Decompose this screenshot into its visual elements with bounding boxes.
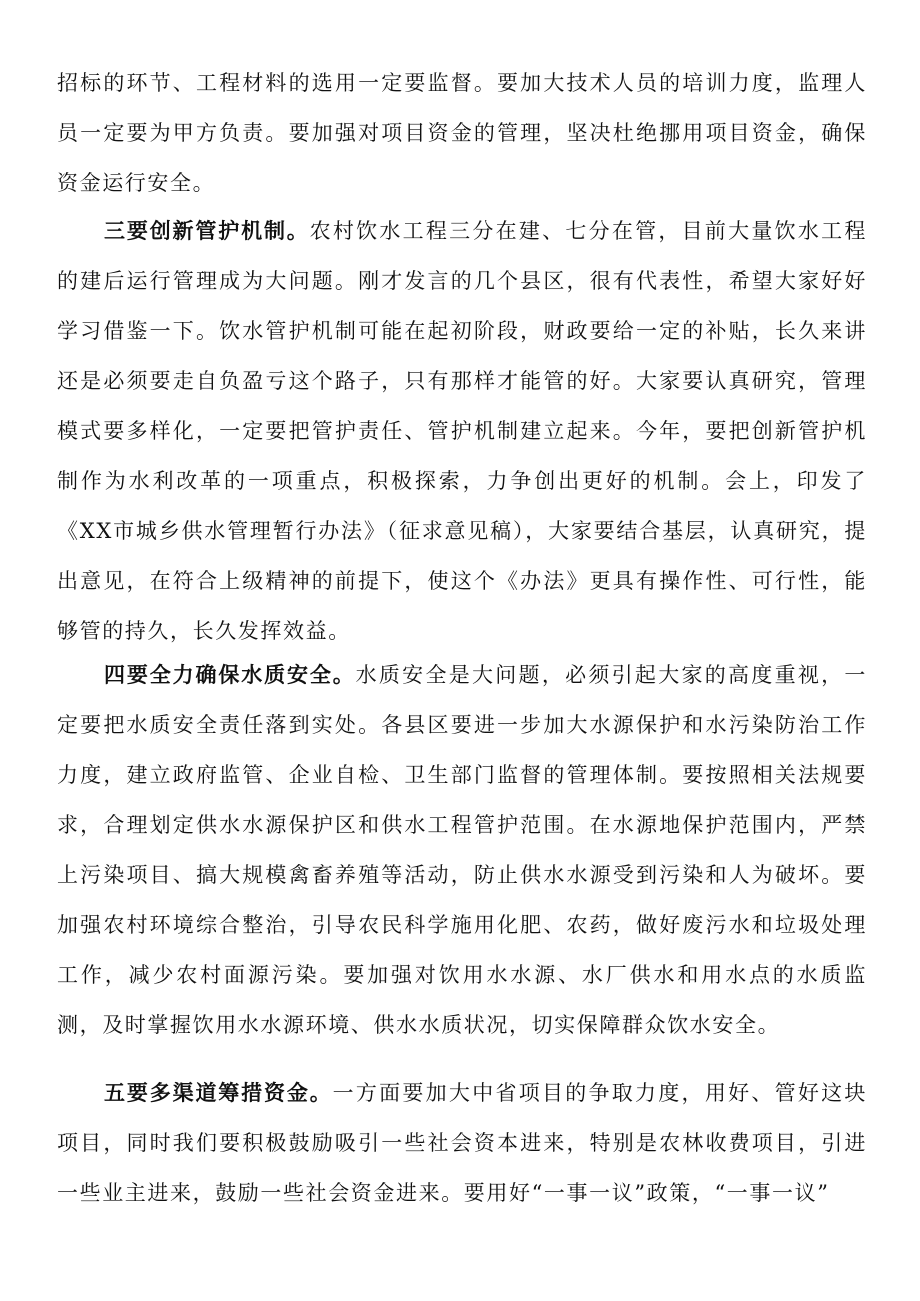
paragraph-body: 水质安全是大问题，必须引起大家的高度重视，一定要把水质安全责任落到实处。各县区要进一步加大水源保护和水污染防治工作力度，建立政府监管、企业自检、卫生部门监督的管理体制。要按照相关法规要求，合理划定供水水源保护区和供水工程管护范围。在水源地保护范围内，严禁上污染项目、搞大规模禽畜养殖等活动，防止供水水源受到污染和人为破坏。要加强农村环境综合整治，引导农民科学施用化肥、农药，做好废污水和垃圾处理工作，减少农村面源污染。要加强对饮用水水源、水厂供水和用水点的水质监测，及时掌握饮用水水源环境、供水水质状况，切实保障群众饮水安全。 <box>57 663 867 1037</box>
paragraph-heading: 四要全力确保水质安全。 <box>104 663 356 687</box>
paragraph-heading: 三要创新管护机制。 <box>104 219 310 243</box>
paragraph-heading: 五要多渠道筹措资金。 <box>104 1081 333 1105</box>
paragraph-body: 一方面要加大中省项目的争取力度，用好、管好这块项目，同时我们要积极鼓励吸引一些社会资本进来，特别是农林收费项目，引进一些业主进来，鼓励一些社会资金进来。要用好“一事一议”政策，“一事一议” <box>57 1081 867 1205</box>
paragraph-management-mechanism <box>57 206 867 656</box>
paragraph-funding <box>57 1068 867 1218</box>
paragraph-body: 招标的环节、工程材料的选用一定要监督。要加大技术人员的培训力度，监理人员一定要为甲方负责。要加强对项目资金的管理，坚决杜绝挪用项目资金，确保资金运行安全。 <box>57 71 867 195</box>
paragraph-continuation <box>57 58 867 208</box>
paragraph-body: 农村饮水工程三分在建、七分在管，目前大量饮水工程的建后运行管理成为大问题。刚才发言的几个县区，很有代表性，希望大家好好学习借鉴一下。饮水管护机制可能在起初阶段，财政要给一定的补贴，长久来讲还是必须要走自负盈亏这个路子，只有那样才能管的好。大家要认真研究，管理模式要多样化，一定要把管护责任、管护机制建立起来。今年，要把创新管护机制作为水利改革的一项重点，积极探索，力争创出更好的机制。会上，印发了《XX市城乡供水管理暂行办法》（征求意见稿），大家要结合基层，认真研究，提出意见，在符合上级精神的前提下，使这个《办法》更具有操作性、可行性，能够管的持久，长久发挥效益。 <box>57 219 867 643</box>
paragraph-water-quality <box>57 650 867 1050</box>
